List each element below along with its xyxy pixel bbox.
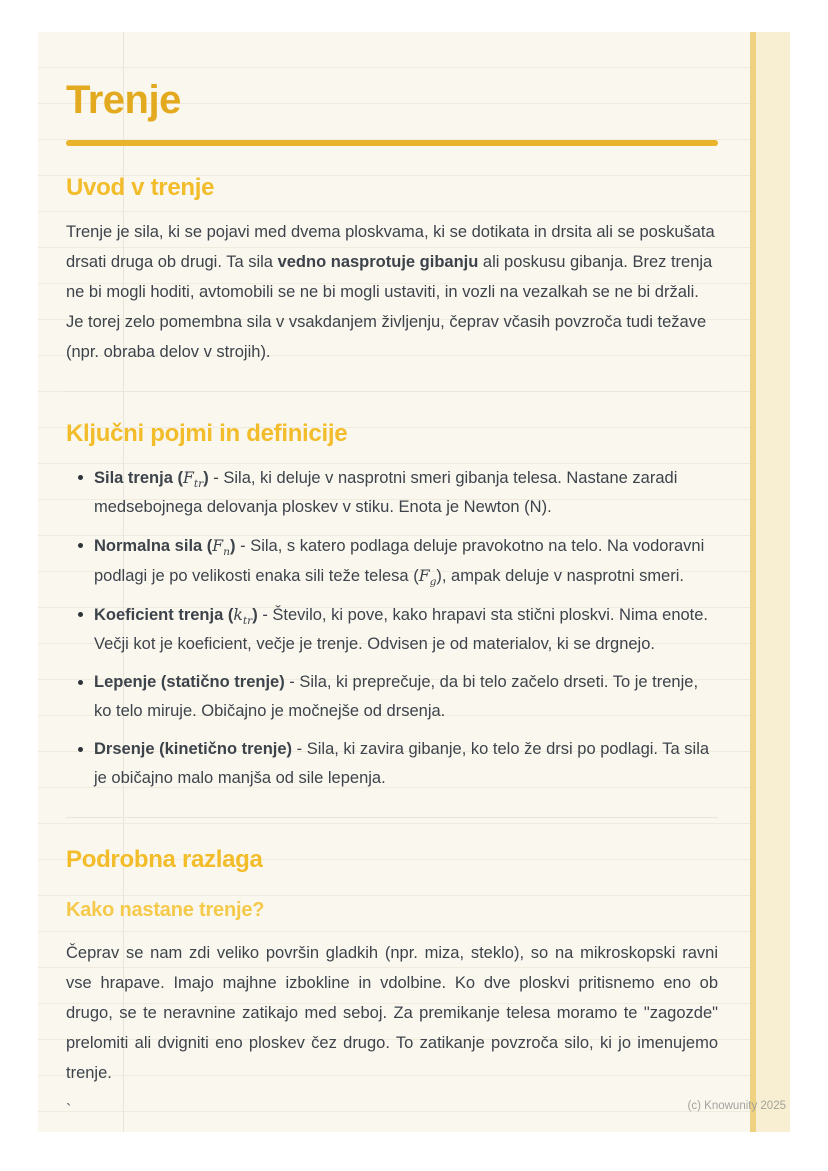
page-title: Trenje <box>66 78 181 122</box>
title-underline-rule <box>66 140 718 146</box>
bullet-icon <box>78 747 83 752</box>
section-heading-detail: Podrobna razlaga <box>66 846 263 873</box>
list-item-text: Normalna sila $(F_n)$ - Sila, s katero podlaga deluje pravokotno na telo. Na vodoravni podlagi je po velikosti enaka sili teže telesa $(F_g)$, ampak deluje v nasprotni smeri. <box>94 536 705 589</box>
list-item-drsenje <box>66 735 718 793</box>
detail-paragraph: Čeprav se nam zdi veliko površin gladkih (npr. miza, steklo), so na mikroskopski ravni vse hrapave. Imajo majhne izbokline in vdolbine. Ko dve ploskvi pritisnemo eno ob drugo, se te neravnine zatikajo med seboj. Za premikanje telesa moramo te "zagozde" prelomiti ali dvigniti eno ploskev čez drugo. To zatikanje povzroča silo, ki jo imenujemo trenje. <box>66 944 718 1082</box>
stray-backtick-character: ` <box>66 1102 72 1119</box>
right-margin-band <box>750 32 790 1132</box>
document-page <box>38 32 790 1132</box>
section-divider <box>66 391 718 392</box>
section-divider <box>66 817 718 818</box>
bullet-icon <box>78 543 83 548</box>
list-item-text: Drsenje (kinetično trenje) - Sila, ki zavira gibanje, ko telo že drsi po podlagi. Ta sila je običajno malo manjša od sile lepenja. <box>94 740 710 787</box>
section-heading-intro: Uvod v trenje <box>66 174 215 201</box>
copyright-footer: (c) Knowunity 2025 <box>687 1100 786 1112</box>
bullet-icon <box>78 612 83 617</box>
bullet-icon <box>78 475 83 480</box>
list-item-text: Koeficient trenja $(k_{tr})$ - Število, ki pove, kako hrapavi sta stični ploskvi. Nima enote. Večji kot je koeficient, večje je trenje. Odvisen je od materialov, ki se drgnejo. <box>94 605 709 653</box>
intro-paragraph: Trenje je sila, ki se pojavi med dvema ploskvama, ki se dotikata in drsita ali se poskušata drsati druga ob drugi. Ta sila vedno nasprotuje gibanju ali poskusu gibanja. Brez trenja ne bi mogli hoditi, avtomobili se ne bi mogli ustaviti, in vozli na vezalkah se ne bi držali. Je torej zelo pomembna sila v vsakdanjem življenju, čeprav včasih povzroča tudi težave (npr. obraba delov v strojih). <box>66 223 715 361</box>
list-item-sila-trenja <box>66 463 718 522</box>
concept-list <box>66 463 718 793</box>
bullet-icon <box>78 680 83 685</box>
list-item-koeficient-trenja <box>66 600 718 659</box>
section-heading-concepts: Ključni pojmi in definicije <box>66 420 348 447</box>
list-item-normalna-sila <box>66 531 718 591</box>
list-item-text: Lepenje (statično trenje) - Sila, ki preprečuje, da bi telo začelo drseti. To je trenje, ko telo miruje. Običajno je močnejše od drsenja. <box>94 673 699 720</box>
subsection-heading-kako-nastane: Kako nastane trenje? <box>66 899 265 921</box>
list-item-lepenje <box>66 668 718 726</box>
document-content <box>66 32 718 1120</box>
list-item-text: Sila trenja $(F_{tr})$ - Sila, ki deluje v nasprotni smeri gibanja telesa. Nastane zaradi medsebojnega delovanja ploskev v stiku. Enota je Newton (N). <box>94 468 678 516</box>
